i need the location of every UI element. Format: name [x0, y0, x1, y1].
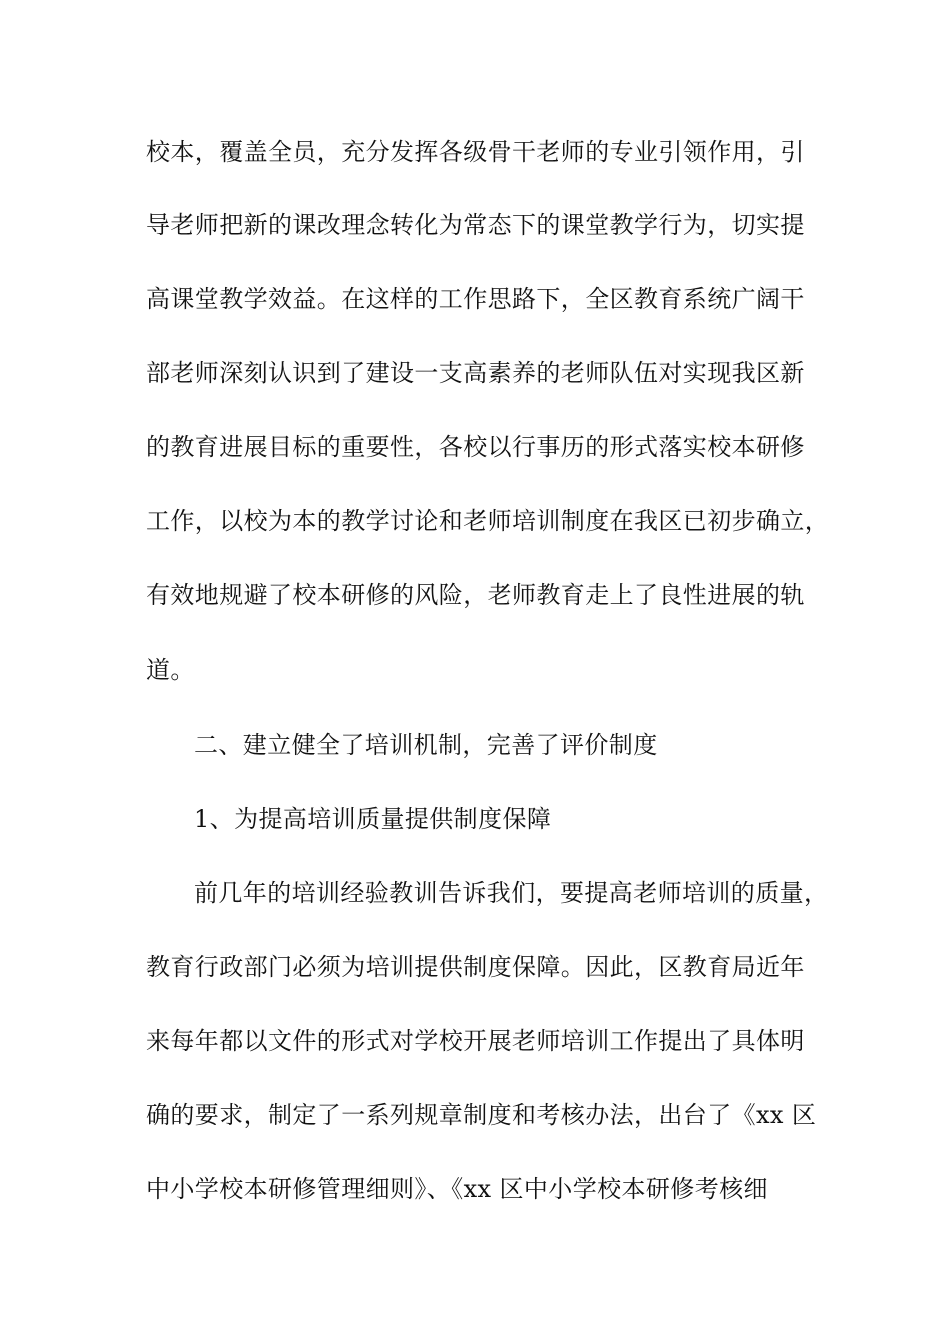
text-line: 的教育进展目标的重要性，各校以行事历的形式落实校本研修	[146, 433, 805, 461]
text-line: 导老师把新的课改理念转化为常态下的课堂教学行为，切实提	[146, 211, 805, 239]
text-line: 校本，覆盖全员，充分发挥各级骨干老师的专业引领作用，引	[146, 138, 805, 166]
subsection-heading: 1、为提高培训质量提供制度保障	[194, 805, 552, 833]
text-line: 教育行政部门必须为培训提供制度保障。因此，区教育局近年	[146, 953, 805, 981]
text-line: 工作，以校为本的教学讨论和老师培训制度在我区已初步确立，	[146, 507, 830, 535]
section-heading: 二、建立健全了培训机制，完善了评价制度	[194, 731, 658, 759]
text-line: 有效地规避了校本研修的风险，老师教育走上了良性进展的轨	[146, 581, 805, 609]
paragraph-first-line: 前几年的培训经验教训告诉我们，要提高老师培训的质量，	[194, 879, 829, 907]
text-line: 道。	[146, 656, 195, 684]
text-line: 高课堂教学效益。在这样的工作思路下，全区教育系统广阔干	[146, 285, 805, 313]
text-line: 部老师深刻认识到了建设一支高素养的老师队伍对实现我区新	[146, 359, 805, 387]
text-line: 确的要求，制定了一系列规章制度和考核办法，出台了《xx 区	[146, 1101, 817, 1129]
text-line: 来每年都以文件的形式对学校开展老师培训工作提出了具体明	[146, 1027, 805, 1055]
text-line: 中小学校本研修管理细则》、《xx 区中小学校本研修考核细	[146, 1175, 768, 1203]
